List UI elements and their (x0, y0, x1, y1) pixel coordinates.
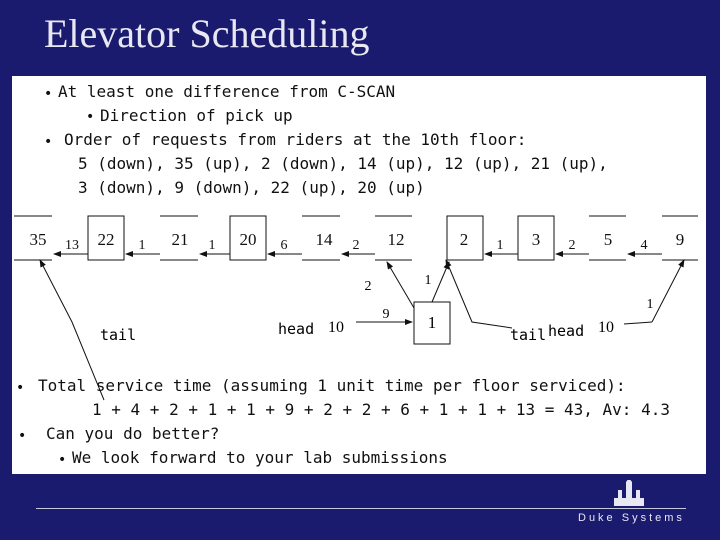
bullet-direction: Direction of pick up (100, 106, 293, 125)
bullet-order: Order of requests from riders at the 10th floor: (64, 130, 527, 149)
edge-label-9: 9 (382, 307, 390, 322)
duke-chapel-logo (612, 480, 646, 508)
total-time-formula: 1 + 4 + 2 + 1 + 1 + 9 + 2 + 2 + 6 + 1 + 1 + 13 = 43, Av: 4.3 (92, 400, 670, 419)
bullet-icon: • (44, 86, 53, 102)
node-12: 12 (387, 230, 405, 249)
edge-label: 4 (640, 238, 648, 253)
bullet-total-time: Total service time (assuming 1 unit time per floor serviced): (38, 376, 626, 395)
node-3: 3 (531, 230, 541, 249)
node-2: 2 (459, 230, 469, 249)
head-right-value: 10 (598, 319, 614, 336)
node-1: 1 (427, 313, 437, 332)
content-panel (12, 76, 706, 474)
edge-label: 2 (568, 238, 576, 253)
node-9: 9 (675, 230, 685, 249)
edge-label: 1 (496, 238, 504, 253)
bullet-icon: • (86, 109, 95, 125)
bullet-do-better: Can you do better? (46, 424, 220, 443)
edge-label: 13 (65, 238, 79, 253)
node-21: 21 (171, 230, 189, 249)
edge-label-1a: 1 (424, 273, 432, 288)
node-14: 14 (315, 230, 333, 249)
order-line-2: 3 (down), 9 (down), 22 (up), 20 (up) (78, 178, 425, 197)
node-22: 22 (97, 230, 115, 249)
bullet-icon: • (18, 428, 27, 444)
edge-label-2: 2 (364, 279, 372, 294)
node-35: 35 (29, 230, 47, 249)
tail-left-label: tail (100, 326, 137, 344)
bullet-icon: • (58, 452, 67, 468)
bullet-icon: • (16, 380, 25, 396)
bullet-icon: • (44, 134, 53, 150)
edge-label: 2 (352, 238, 360, 253)
head-left-label: head (278, 320, 315, 338)
node-5: 5 (603, 230, 613, 249)
bullet-lab: We look forward to your lab submissions (72, 448, 448, 467)
order-line-1: 5 (down), 35 (up), 2 (down), 14 (up), 12 (up), 21 (up), (78, 154, 608, 173)
tail-right-label: tail (510, 326, 547, 344)
head-right-label: head (548, 322, 585, 340)
bullet-difference: At least one difference from C-SCAN (58, 82, 396, 101)
node-20: 20 (239, 230, 257, 249)
head-left-value: 10 (328, 319, 344, 336)
footer-divider (36, 508, 686, 509)
footer-brand: Duke Systems (578, 512, 685, 524)
edge-label-1b: 1 (646, 297, 654, 312)
edge-label: 6 (280, 238, 288, 253)
slide-title: Elevator Scheduling (44, 11, 370, 56)
edge-label: 1 (208, 238, 216, 253)
edge-label: 1 (138, 238, 146, 253)
